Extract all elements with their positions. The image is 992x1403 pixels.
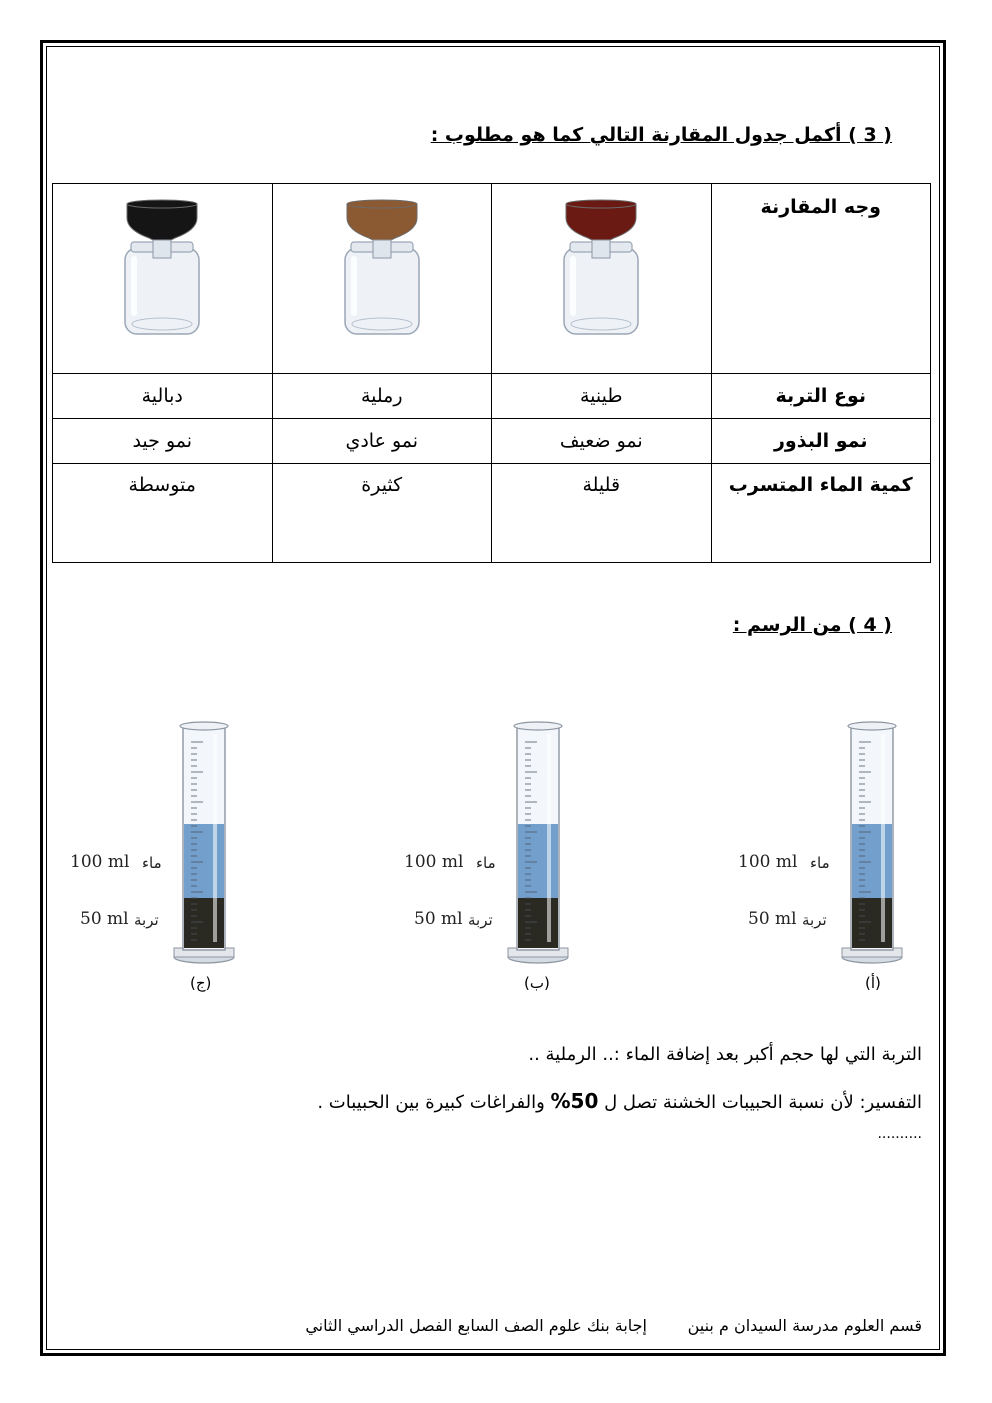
question-3-heading: ( 3 ) أكمل جدول المقارنة التالي كما هو مطلوب : (430, 124, 892, 146)
row-label-water-leaked: كمية الماء المتسرب (711, 464, 931, 563)
jar-icon-sand (337, 196, 427, 336)
jar-cell-sand (272, 184, 492, 374)
water-volume-label: 100 ml (738, 852, 798, 872)
water-label: ماء (476, 854, 496, 872)
question-4-heading: ( 4 ) من الرسم : (732, 614, 892, 636)
water-volume-label: 100 ml (70, 852, 130, 872)
percent-value: 50% (550, 1089, 599, 1113)
answer-line-2 (317, 1089, 922, 1113)
footer-school-name: قسم العلوم مدرسة السيدان م بنين (687, 1316, 922, 1335)
comparison-table (52, 183, 931, 563)
cylinder-letter: (ب) (524, 974, 550, 992)
cylinder-c-group (22, 712, 262, 1002)
graduated-cylinder-icon (690, 712, 930, 1002)
answer-dots: .......... (877, 1126, 922, 1142)
table-row (53, 464, 931, 563)
jar-cell-clay (492, 184, 712, 374)
table-row (53, 184, 931, 374)
soil-volume-label: 50 ml (80, 909, 129, 929)
footer-document-title: إجابة بنك علوم الصف السابع الفصل الدراسي الثاني (305, 1316, 647, 1335)
answer-line-2-prefix: التفسير: لأن نسبة الحبيبات الخشنة تصل ل (604, 1092, 922, 1113)
table-cell: متوسطة (53, 464, 273, 563)
header-label-cell: وجه المقارنة (711, 184, 931, 374)
jar-icon-clay (556, 196, 646, 336)
table-cell: نمو عادي (272, 419, 492, 464)
graduated-cylinder-icon (356, 712, 596, 1002)
jar-cell-humus (53, 184, 273, 374)
water-label: ماء (142, 854, 162, 872)
soil-volume-label: 50 ml (748, 909, 797, 929)
answer-line-2-suffix: والفراغات كبيرة بين الحبيبات . (317, 1092, 545, 1113)
row-label-soil-type: نوع التربة (711, 374, 931, 419)
soil-volume-label: 50 ml (414, 909, 463, 929)
table-cell: رملية (272, 374, 492, 419)
table-row (53, 419, 931, 464)
soil-label: تربة (134, 911, 159, 929)
soil-label: تربة (802, 911, 827, 929)
cylinder-letter: (ج) (190, 974, 212, 992)
table-cell: نمو ضعيف (492, 419, 712, 464)
answer-line-1: التربة التي لها حجم أكبر بعد إضافة الماء :.. الرملية .. (528, 1044, 922, 1065)
table-cell: دبالية (53, 374, 273, 419)
cylinder-a-group (690, 712, 930, 1002)
table-cell: طينية (492, 374, 712, 419)
graduated-cylinder-icon (22, 712, 262, 1002)
table-cell: كثيرة (272, 464, 492, 563)
cylinder-letter: (أ) (865, 974, 881, 992)
table-cell: قليلة (492, 464, 712, 563)
table-row (53, 374, 931, 419)
water-label: ماء (810, 854, 830, 872)
water-volume-label: 100 ml (404, 852, 464, 872)
jar-icon-humus (117, 196, 207, 336)
row-label-seed-growth: نمو البذور (711, 419, 931, 464)
soil-label: تربة (468, 911, 493, 929)
table-cell: نمو جيد (53, 419, 273, 464)
cylinder-b-group (356, 712, 596, 1002)
